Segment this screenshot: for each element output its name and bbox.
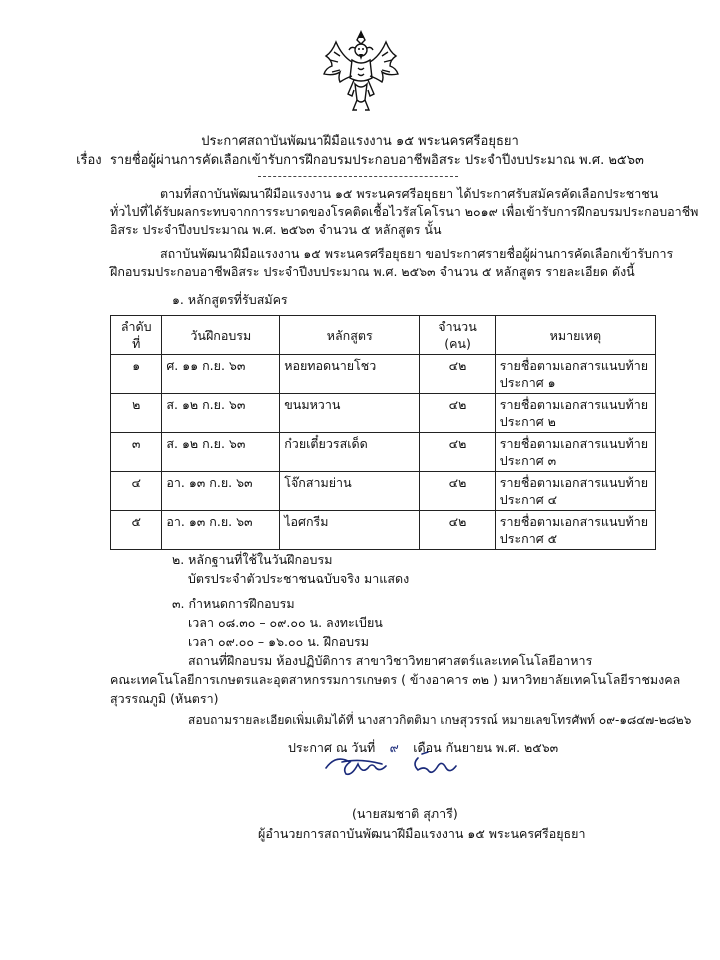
cell-no: ๕ [111, 511, 162, 550]
cell-note-line1: รายชื่อตามเอกสารแนบท้าย [499, 397, 649, 412]
cell-note-line2: ประกาศ ๓ [499, 453, 557, 468]
col-header-no-line2: ที่ [132, 336, 141, 351]
cell-no: ๑ [111, 355, 162, 394]
table-row [111, 472, 656, 511]
cell-no: ๔ [111, 472, 162, 511]
cell-note [495, 433, 655, 472]
cell-course: โจ๊กสามย่าน [280, 472, 420, 511]
col-header-note: หมายเหตุ [495, 316, 655, 355]
announcement-title: ประกาศสถาบันพัฒนาฝีมือแรงงาน ๑๕ พระนครศรีอยุธยา [201, 134, 519, 149]
announce-suffix: เดือน กันยายน พ.ศ. ๒๕๖๓ [413, 740, 559, 755]
cell-course: ขนมหวาน [280, 394, 420, 433]
section2-heading: ๒. หลักฐานที่ใช้ในวันฝึกอบรม [172, 552, 333, 567]
section3-heading: ๓. กำหนดการฝึกอบรม [172, 596, 295, 611]
col-header-no [111, 316, 162, 355]
section2-text: บัตรประจำตัวประชาชนฉบับจริง มาแสดง [188, 571, 410, 586]
cell-date: ศ. ๑๑ ก.ย. ๖๓ [162, 355, 280, 394]
cell-note-line1: รายชื่อตามเอกสารแนบท้าย [499, 436, 649, 451]
schedule-time2: เวลา ๐๙.๐๐ – ๑๖.๐๐ น. ฝึกอบรม [188, 634, 370, 649]
col-header-no-line1: ลำดับ [120, 319, 152, 334]
table-header-row [111, 316, 656, 355]
cell-note-line2: ประกาศ ๑ [499, 375, 556, 390]
cell-note [495, 394, 655, 433]
cell-note [495, 511, 655, 550]
announcement-subject [0, 153, 720, 169]
para1-line3: อิสระ ประจำปีงบประมาณ พ.ศ. ๒๕๖๓ จำนวน ๕ หลักสูตร นั้น [110, 222, 442, 237]
cell-note-line1: รายชื่อตามเอกสารแนบท้าย [499, 475, 649, 490]
cell-course: หอยทอดนายโชว [280, 355, 420, 394]
cell-course: ไอศกรีม [280, 511, 420, 550]
table-row [111, 355, 656, 394]
cell-note-line1: รายชื่อตามเอกสารแนบท้าย [499, 358, 649, 373]
venue-line3: สุวรรณภูมิ (หันตรา) [110, 691, 219, 706]
contact-info: สอบถามรายละเอียดเพิ่มเติมได้ที่ นางสาวกิตติมา เกษสุวรรณ์ หมายเลขโทรศัพท์ ๐๙-๑๘๔๗-๒๘๒๖ [188, 713, 692, 727]
signer-name: (นายสมชาติ สุภารี) [352, 806, 458, 821]
col-header-count-line1: จำนวน [438, 319, 477, 334]
cell-note [495, 472, 655, 511]
para1-line2: ทั่วไปที่ได้รับผลกระทบจากการระบาดของโรคติดเชื้อไวรัสโคโรนา ๒๐๑๙ เพื่อเข้ารับการฝึกอบรมประกอบอาชีพ [110, 204, 699, 219]
cell-date: ส. ๑๒ ก.ย. ๖๓ [162, 394, 280, 433]
venue-line1: สถานที่ฝึกอบรม ห้องปฏิบัติการ สาขาวิชาวิทยาศาสตร์และเทคโนโลยีอาหาร [188, 653, 593, 668]
col-header-count-line2: (คน) [444, 336, 471, 351]
table-row [111, 511, 656, 550]
cell-date: อา. ๑๓ ก.ย. ๖๓ [162, 472, 280, 511]
cell-note-line2: ประกาศ ๒ [499, 414, 556, 429]
col-header-course: หลักสูตร [280, 316, 420, 355]
section1-heading: ๑. หลักสูตรที่รับสมัคร [172, 292, 288, 307]
signer-title: ผู้อำนวยการสถาบันพัฒนาฝีมือแรงงาน ๑๕ พระนครศรีอยุธยา [258, 826, 586, 841]
schedule-time1: เวลา ๐๘.๓๐ – ๐๙.๐๐ น. ลงทะเบียน [188, 615, 383, 630]
col-header-date: วันฝึกอบรม [162, 316, 280, 355]
subject-label: เรื่อง [76, 153, 102, 168]
cell-count: ๔๒ [420, 433, 496, 472]
title-divider [258, 176, 458, 177]
venue-line2: คณะเทคโนโลยีการเกษตรและอุตสาหกรรมการเกษตร ( ข้างอาคาร ๓๒ ) มหาวิทยาลัยเทคโนโลยีราชมงคล [110, 672, 681, 687]
announce-day: ๙ [389, 740, 399, 755]
cell-date: อา. ๑๓ ก.ย. ๖๓ [162, 511, 280, 550]
table-row [111, 394, 656, 433]
para2-line1: สถาบันพัฒนาฝีมือแรงงาน ๑๕ พระนครศรีอยุธยา ขอประกาศรายชื่อผู้ผ่านการคัดเลือกเข้ารับการ [160, 246, 674, 261]
signature [322, 748, 492, 784]
cell-count: ๔๒ [420, 394, 496, 433]
cell-count: ๔๒ [420, 472, 496, 511]
cell-note [495, 355, 655, 394]
col-header-count [420, 316, 496, 355]
garuda-emblem [322, 28, 400, 118]
cell-count: ๔๒ [420, 355, 496, 394]
table-row [111, 433, 656, 472]
cell-no: ๒ [111, 394, 162, 433]
cell-note-line2: ประกาศ ๔ [499, 492, 558, 507]
cell-note-line1: รายชื่อตามเอกสารแนบท้าย [499, 514, 649, 529]
cell-no: ๓ [111, 433, 162, 472]
cell-course: ก๋วยเตี๋ยวรสเด็ด [280, 433, 420, 472]
cell-date: ส. ๑๒ ก.ย. ๖๓ [162, 433, 280, 472]
cell-note-line2: ประกาศ ๕ [499, 531, 558, 546]
para2-line2: ฝึกอบรมประกอบอาชีพอิสระ ประจำปีงบประมาณ พ.ศ. ๒๕๖๓ จำนวน ๕ หลักสูตร รายละเอียด ดังนี้ [110, 264, 635, 279]
announce-prefix: ประกาศ ณ วันที่ [288, 740, 376, 755]
cell-count: ๔๒ [420, 511, 496, 550]
courses-table [110, 315, 656, 550]
para1-line1: ตามที่สถาบันพัฒนาฝีมือแรงงาน ๑๕ พระนครศรีอยุธยา ได้ประกาศรับสมัครคัดเลือกประชาชน [160, 186, 659, 201]
subject-text: รายชื่อผู้ผ่านการคัดเลือกเข้ารับการฝึกอบรมประกอบอาชีพอิสระ ประจำปีงบประมาณ พ.ศ. ๒๕๖๓ [109, 153, 644, 168]
